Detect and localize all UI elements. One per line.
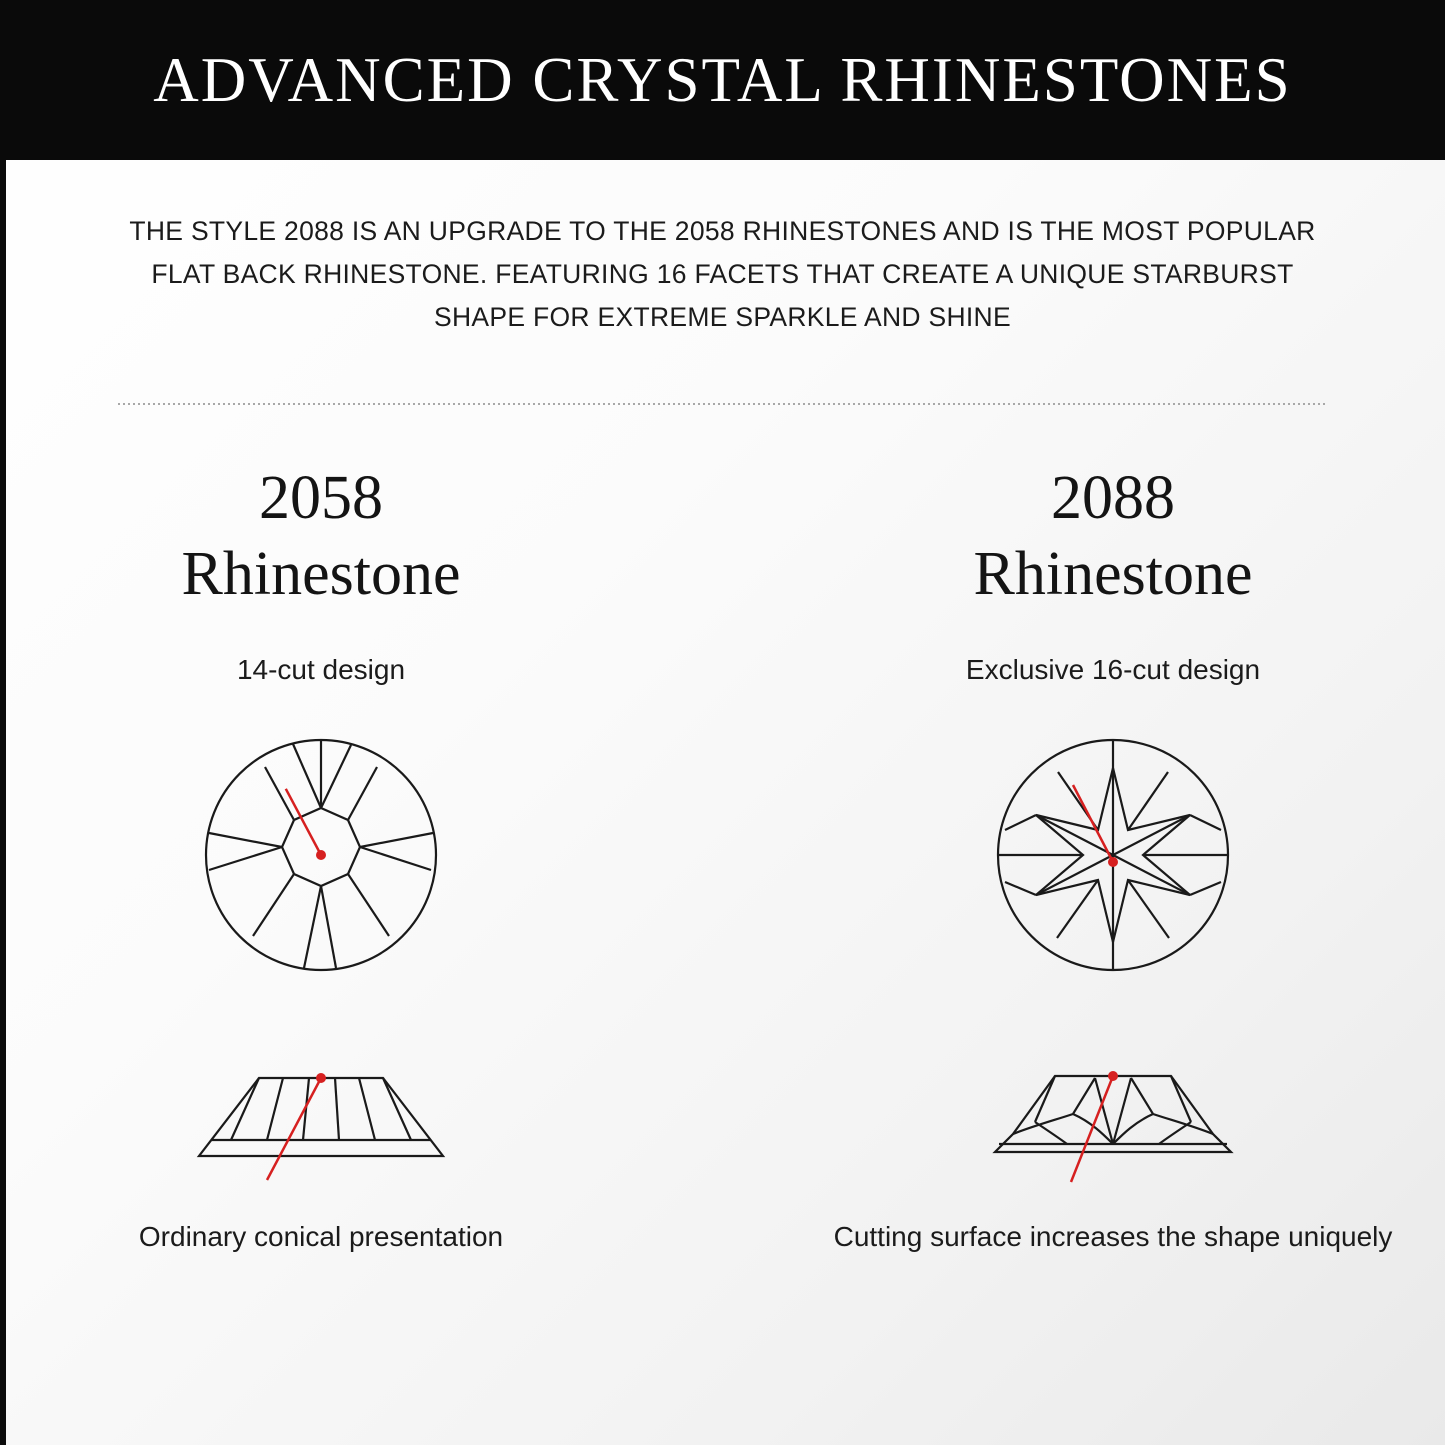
pointer-dot-right-bottom: [1108, 1071, 1118, 1081]
column-2058-title: [0, 460, 682, 612]
column-2058-number: 2058: [259, 464, 383, 532]
pointer-dot-right-top: [1108, 857, 1118, 867]
gem-side-view-2088-wrap: [752, 1060, 1445, 1200]
caption-cutting-surface: Cutting surface increases the shape uniquely: [833, 1221, 1393, 1252]
column-2058-word: Rhinestone: [181, 540, 461, 608]
gem-top-view-2088-wrap: [752, 690, 1445, 990]
pointer-line-left-top: [286, 789, 321, 855]
column-2088: [722, 440, 1444, 1340]
pointer-line-left-bottom: [267, 1078, 321, 1180]
header-band: [0, 0, 1445, 160]
pointer-dot-left-top: [316, 850, 326, 860]
gem-side-view-2058-icon: [171, 1060, 471, 1190]
section-divider: [118, 403, 1328, 405]
gem-side-view-2058-wrap: [0, 1060, 682, 1200]
gem-top-view-2088-icon: [953, 690, 1273, 980]
column-2088-word: Rhinestone: [973, 540, 1253, 608]
intro-paragraph: THE STYLE 2088 IS AN UPGRADE TO THE 2058 RHINESTONES AND IS THE MOST POPULAR FLAT BACK RHINESTONE. FEATURING 16 FACETS THAT CREATE A UNIQUE STARBURST SHAPE FOR EXTREME SPARKLE AND SHINE: [129, 216, 1316, 332]
caption-14-cut-design: 14-cut design: [236, 654, 406, 685]
column-2088-title: [752, 460, 1445, 612]
caption-ordinary-conical: Ordinary conical presentation: [138, 1221, 504, 1252]
comparison-columns: [0, 440, 1445, 1340]
gem-side-view-2088-icon: [963, 1060, 1263, 1190]
gem-top-view-2058-wrap: [0, 690, 682, 990]
pointer-dot-left-bottom: [316, 1073, 326, 1083]
page-title: ADVANCED CRYSTAL RHINESTONES: [153, 44, 1292, 115]
pointer-line-right-bottom: [1071, 1076, 1113, 1182]
gem-top-view-2058-icon: [161, 690, 481, 980]
column-2058: [0, 440, 722, 1340]
column-2088-number: 2088: [1051, 464, 1175, 532]
caption-16-cut-design: Exclusive 16-cut design: [965, 654, 1261, 685]
